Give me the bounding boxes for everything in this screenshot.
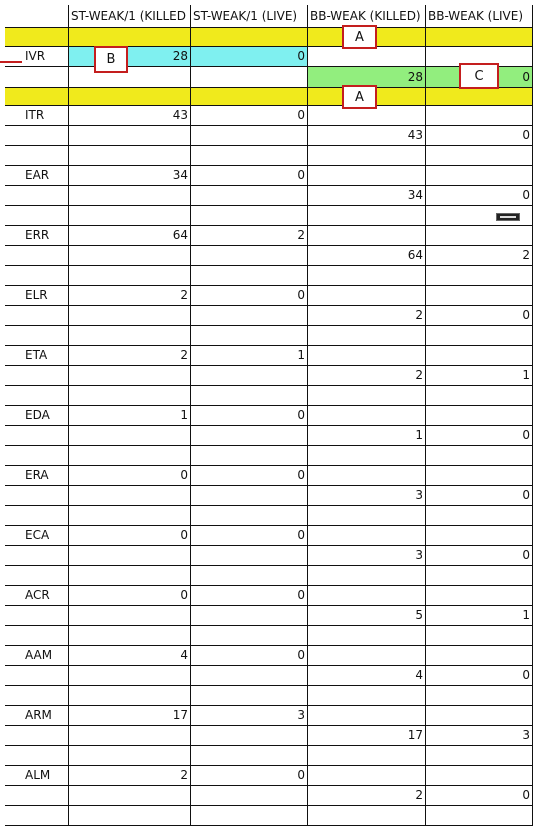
grid-line [5, 105, 532, 106]
cell-st-killed[interactable]: 2 [180, 768, 188, 782]
cell-st-live[interactable]: 0 [297, 588, 305, 602]
cell-st-live[interactable]: 1 [297, 348, 305, 362]
cell-bb-live[interactable]: 3 [522, 728, 530, 742]
grid-line [5, 225, 532, 226]
grid-line [5, 305, 532, 306]
grid-line [5, 425, 532, 426]
grid-line [5, 405, 532, 406]
cell-bb-live[interactable]: 0 [522, 428, 530, 442]
row-label[interactable]: ITR [25, 108, 45, 122]
grid-line [5, 27, 532, 28]
cell-bb-live[interactable]: 0 [522, 188, 530, 202]
grid-line [5, 525, 532, 526]
grid-line [5, 585, 532, 586]
cell-bb-killed[interactable]: 2 [415, 308, 423, 322]
grid-line [5, 605, 532, 606]
row-label[interactable]: ALM [25, 768, 51, 782]
grid-line [5, 645, 532, 646]
marker-a-bottom: A [342, 85, 377, 109]
grid-line [5, 87, 532, 88]
row-label[interactable]: ARM [25, 708, 52, 722]
grid-line [5, 565, 532, 566]
grid-line [5, 445, 532, 446]
grid-line [5, 465, 532, 466]
cell-st-killed[interactable]: 4 [180, 648, 188, 662]
cell-st-live[interactable]: 0 [297, 408, 305, 422]
cell-st-killed[interactable]: 17 [172, 708, 188, 722]
cell-st-killed[interactable]: 1 [180, 408, 188, 422]
grid-line [532, 5, 533, 826]
grid-line [5, 265, 532, 266]
cell-st-killed[interactable]: 34 [172, 168, 188, 182]
grid-line [307, 5, 308, 826]
cell-st-killed[interactable]: 0 [180, 468, 188, 482]
grid-line [5, 805, 532, 806]
column-header[interactable]: ST-WEAK/1 (LIVE) [193, 9, 298, 23]
cell-st-live[interactable]: 0 [297, 108, 305, 122]
cell-bb-killed[interactable]: 17 [407, 728, 423, 742]
cell-st-killed[interactable]: 43 [172, 108, 188, 122]
cell-bb-live[interactable]: 0 [522, 788, 530, 802]
grid-line [5, 125, 532, 126]
marker-a-top: A [342, 25, 377, 49]
grid-line [5, 345, 532, 346]
grid-line [68, 5, 69, 826]
cell-bb-killed[interactable]: 28 [307, 66, 425, 87]
grid-line [5, 725, 532, 726]
cell-st-live[interactable]: 0 [297, 528, 305, 542]
grid-line [5, 665, 532, 666]
cell-st-live[interactable]: 2 [297, 228, 305, 242]
cell-bb-live[interactable]: 1 [522, 608, 530, 622]
grid-line [5, 385, 532, 386]
row-label[interactable]: AAM [25, 648, 53, 662]
grid-line [5, 365, 532, 366]
cell-bb-live[interactable]: 0 [522, 488, 530, 502]
cell-bb-killed[interactable]: 4 [415, 668, 423, 682]
cell-bb-killed[interactable]: 3 [415, 488, 423, 502]
cell-st-killed[interactable]: 28 [68, 46, 190, 66]
grid-line [5, 205, 532, 206]
cell-bb-killed[interactable]: 3 [415, 548, 423, 562]
cell-st-live[interactable]: 3 [297, 708, 305, 722]
cell-bb-live[interactable]: 0 [522, 308, 530, 322]
mini-image-icon [496, 213, 520, 221]
cell-bb-killed[interactable]: 2 [415, 788, 423, 802]
grid-line [5, 285, 532, 286]
cell-st-live[interactable]: 0 [297, 468, 305, 482]
row-label[interactable]: EAR [25, 168, 50, 182]
cell-st-live[interactable]: 0 [297, 768, 305, 782]
row-label[interactable]: ETA [25, 348, 48, 362]
marker-c: C [459, 63, 499, 89]
cell-st-live[interactable]: 0 [190, 46, 307, 66]
grid-line [5, 545, 532, 546]
column-header[interactable]: BB-WEAK (KILLED) [310, 9, 421, 23]
cell-bb-live[interactable]: 0 [522, 548, 530, 562]
cell-bb-killed[interactable]: 2 [415, 368, 423, 382]
grid-line [5, 66, 532, 67]
cell-bb-live[interactable]: 0 [425, 66, 532, 87]
cell-st-killed[interactable]: 0 [180, 528, 188, 542]
row-label-ivr[interactable]: IVR [25, 49, 46, 63]
cell-st-live[interactable]: 0 [297, 288, 305, 302]
grid-line [190, 5, 191, 826]
grid-line [5, 685, 532, 686]
cell-st-live[interactable]: 0 [297, 648, 305, 662]
grid-line [5, 705, 532, 706]
cell-st-killed[interactable]: 0 [180, 588, 188, 602]
cell-bb-killed[interactable]: 5 [415, 608, 423, 622]
row-label[interactable]: ECA [25, 528, 50, 542]
column-header[interactable]: ST-WEAK/1 (KILLED [71, 9, 186, 23]
grid-line [5, 46, 532, 47]
cell-bb-killed[interactable]: 1 [415, 428, 423, 442]
grid-line [5, 325, 532, 326]
grid-line [425, 5, 426, 826]
row-label[interactable]: ERR [25, 228, 50, 242]
cell-st-killed[interactable]: 64 [172, 228, 188, 242]
grid-line [5, 185, 532, 186]
cell-bb-live[interactable]: 0 [522, 128, 530, 142]
row-label[interactable]: ELR [25, 288, 48, 302]
cell-st-live[interactable]: 0 [297, 168, 305, 182]
cell-bb-live[interactable]: 0 [522, 668, 530, 682]
cell-bb-killed[interactable]: 43 [407, 128, 423, 142]
grid-line [5, 625, 532, 626]
grid-line [5, 165, 532, 166]
cell-st-killed[interactable]: 2 [180, 348, 188, 362]
cell-bb-live[interactable]: 2 [522, 248, 530, 262]
cell-bb-killed[interactable]: 34 [407, 188, 423, 202]
yellow-band-top [5, 27, 532, 46]
grid-line [5, 745, 532, 746]
cell-st-killed[interactable]: 2 [180, 288, 188, 302]
marker-b: B [94, 46, 128, 73]
row-label[interactable]: ACR [25, 588, 50, 602]
row-label[interactable]: ERA [25, 468, 49, 482]
red-dash-mark [0, 61, 22, 63]
column-header[interactable]: BB-WEAK (LIVE) [428, 9, 524, 23]
grid-line [5, 485, 532, 486]
grid-line [5, 145, 532, 146]
grid-line [5, 785, 532, 786]
cell-bb-killed[interactable]: 64 [407, 248, 423, 262]
yellow-band-bottom [5, 87, 532, 105]
grid-line [5, 505, 532, 506]
cell-bb-live[interactable]: 1 [522, 368, 530, 382]
grid-line [5, 245, 532, 246]
grid-line [5, 765, 532, 766]
row-label[interactable]: EDA [25, 408, 50, 422]
